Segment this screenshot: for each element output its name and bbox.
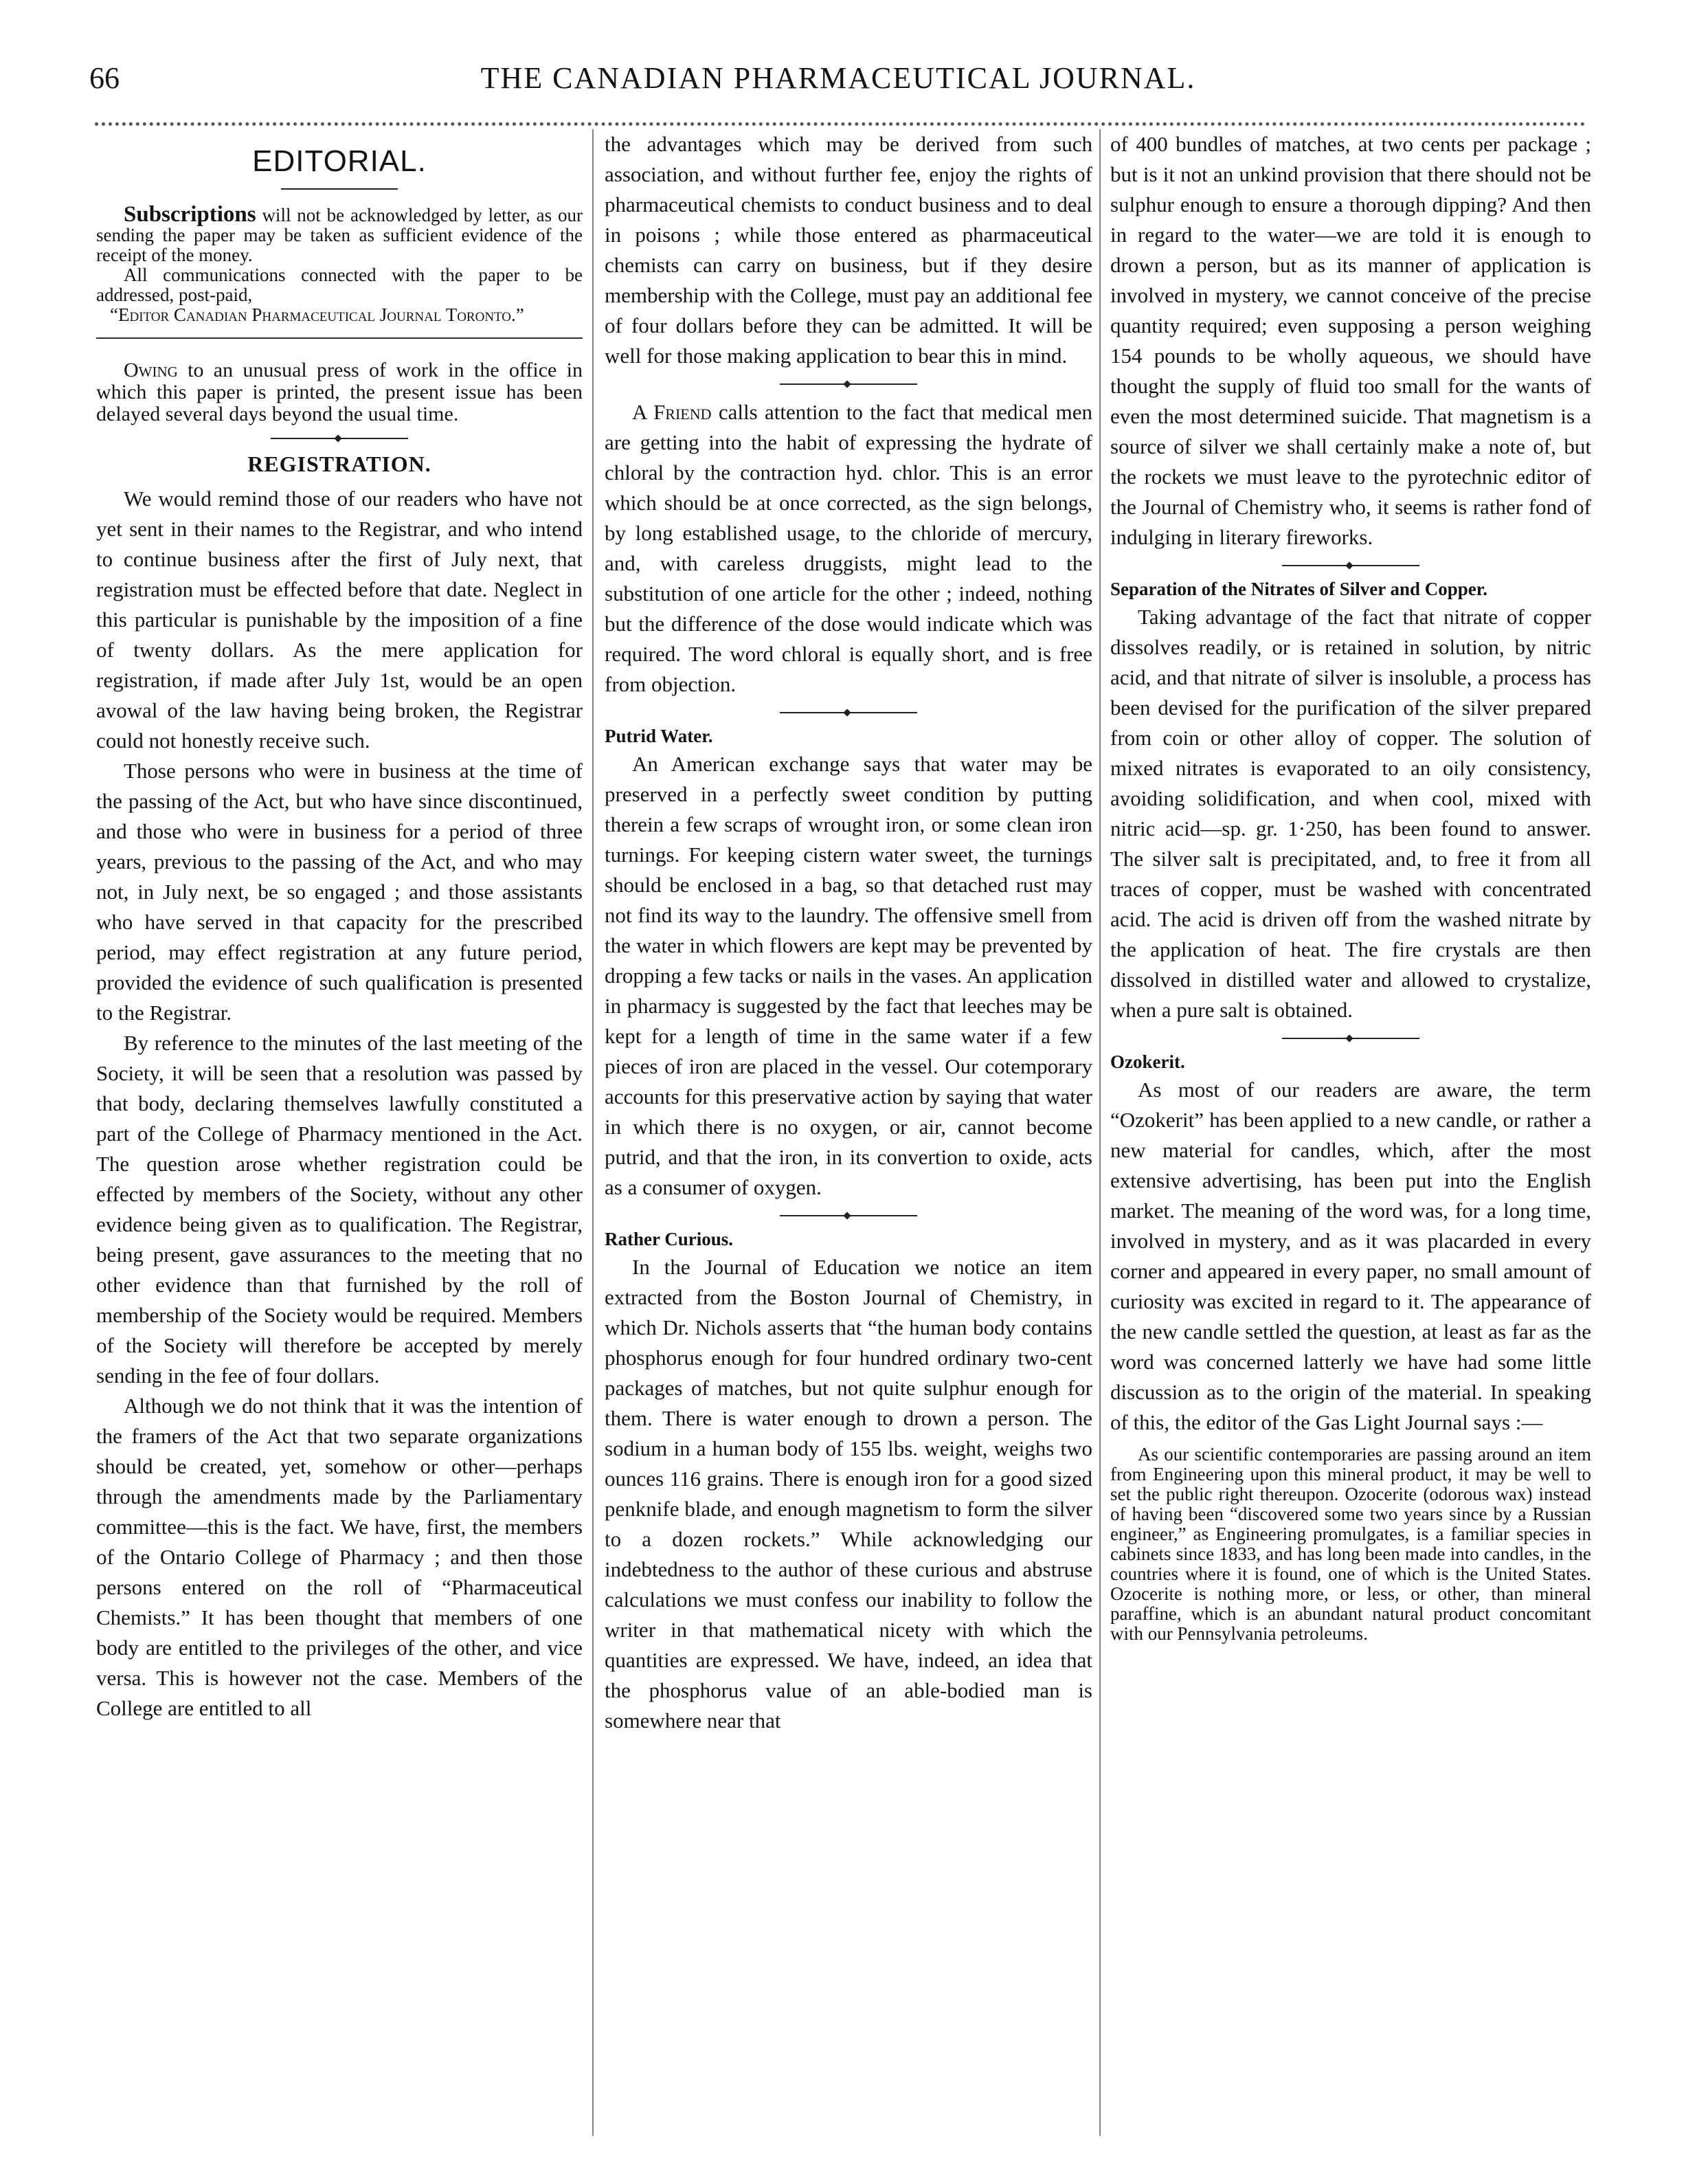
owing-first: Owing (124, 359, 178, 381)
ornament-divider (780, 382, 917, 386)
communications-notice: All communications connected with the paper to be addressed, post-paid, (96, 265, 583, 305)
friend-text: calls attention to the fact that medical men are getting into the habit of expressing the hydrate of chloral by the contraction hyd. chlor. This is an error which should be at once corrected, as the sign belongs, by long established usage, to the chloride of mercury, and, with careless druggists, might lead to the substitution of one article for the other ; indeed, nothing but the difference of the dose would indicate which was required. The word chloral is equally short, and is free from objection. (605, 400, 1092, 696)
journal-title: THE CANADIAN PHARMACEUTICAL JOURNAL. (480, 61, 1196, 95)
rather-curious-paragraph: In the Journal of Education we notice an item extracted from the Boston Journal of Chemistry, in which Dr. Nichols asserts that “the human body contains phosphorus enough for four hundred ordinary two-cent packages of matches, but not quite sulphur enough for them. There is water enough to drown a person. The sodium in a human body of 155 lbs. weight, weighs two ounces 116 grains. There is enough iron for a good sized penknife blade, and enough magnetism to form the silver to a dozen rockets.” While acknowledging our indebtedness to the author of these curious and abstruse calculations we must confess our inability to follow the writer in that mathematical nicety with which the quantities are expressed. We have, indeed, an idea that the phosphorus value of an able-bodied man is somewhere near that (605, 1255, 1092, 1732)
page-number: 66 (89, 61, 120, 95)
ornament-divider (1282, 1036, 1419, 1040)
registration-paragraph: We would remind those of our readers who have not yet sent in their names to the Registrar, and who intend to continue business after the first of July next, that registration must be effected before that date. Neglect in this particular is punishable by the imposition of a fine of twenty dollars. As the mere application for registration, if made after July 1st, would be an open avowal of the law having being broken, the Registrar could not honestly receive such. (96, 487, 583, 753)
column-2 (605, 129, 1092, 2136)
putrid-water-paragraph: An American exchange says that water may be preserved in a perfectly sweet condition by putting therein a few scraps of wrought iron, or some clean iron turnings. For keeping cistern water sweet, the turnings should be enclosed in a bag, so that detached rust may not find its way to the laundry. The offensive smell from the water in which flowers are kept may be prevented by dropping a few tacks or nails in the vases. An application in pharmacy is suggested by the fact that leeches may be kept for a length of time in the same water if a few pieces of iron are placed in the vessel. Our cotemporary accounts for this preservative action by saying that water in which there is no oxygen, or air, cannot become putrid, and that the iron, in its convertion to oxide, acts as a consumer of oxygen. (605, 752, 1092, 1199)
rather-curious-heading: Rather Curious. (605, 1229, 734, 1249)
page-header (89, 60, 1587, 109)
subscriptions-lead: Subscriptions (124, 202, 256, 227)
continued-paragraph: the advantages which may be derived from such association, and without further fee, enjoy the rights of pharmaceutical chemists to conduct business and to deal in poisons ; while those entered as pharmaceutical chemists can carry on business, but if they desire membership with the College, must pay an additional fee of four dollars before they can be admitted. It will be well for those making application to bear this in mind. (605, 132, 1092, 368)
owing-notice (96, 359, 583, 425)
divider (96, 337, 583, 339)
friend-first: A Friend (632, 400, 712, 424)
subscriptions-notice (96, 202, 583, 265)
divider (281, 188, 398, 190)
column-divider (592, 129, 594, 2136)
header-rule (95, 122, 1586, 126)
subscriptions-text: will not be acknowledged by letter, as our sending the paper may be taken as sufficient evidence of the receipt of the money. (96, 205, 583, 265)
ozokerit-heading: Ozokerit. (1110, 1051, 1185, 1072)
ornament-divider (780, 711, 917, 715)
ozokerit-paragraph: As most of our readers are aware, the term “Ozokerit” has been applied to a new candle, or rather a new material for candles, which, after the most extensive advertising, has been put into the English market. The meaning of the word was, for a long time, involved in mystery, and as it was placarded in every corner and appeared in every paper, no small amount of curiosity was excited in regard to it. The appearance of the new candle settled the question, at least as far as the word was concerned latterly we have had some little discussion as to the origin of the material. In speaking of this, the editor of the Gas Light Journal says :— (1110, 1078, 1591, 1434)
editorial-heading: EDITORIAL. (252, 144, 427, 178)
ornament-divider (271, 436, 408, 441)
column-1 (96, 129, 583, 2136)
column-divider (1099, 129, 1101, 2136)
registration-paragraph: By reference to the minutes of the last meeting of the Society, it will be seen that a resolution was passed by that body, declaring themselves lawfully constituted a part of the College of Pharmacy mentioned in the Act. The question arose whether registration could be effected by members of the Society, without any other evidence being given as to qualification. The Registrar, being present, gave assurances to the meeting that no other evidence than that furnished by the roll of membership of the Society would be required. Members of the Society will therefore be accepted by merely sending in the fee of four dollars. (96, 1031, 583, 1388)
continued-paragraph: of 400 bundles of matches, at two cents per package ; but is it not an unkind provision that there should not be sulphur enough to ensure a thorough dipping? And then in regard to the water—we are told it is enough to drown a person, but as its manner of application is involved in mystery, we cannot conceive of the precise quantity required; even supposing a person weighing 154 pounds to be wholly aqueous, we should have thought the supply of fluid too small for the wants of even the most determined suicide. That magnetism is a source of silver we shall certainly make a note of, but the rockets we must leave to the pyrotechnic editor of the Journal of Chemistry who, it seems is rather fond of indulging in literary fireworks. (1110, 132, 1591, 549)
registration-paragraph: Although we do not think that it was the intention of the framers of the Act that two separate organizations should be created, yet, somehow or other—perhaps through the amendments made by the Parliamentary committee—this is the fact. We have, first, the members of the Ontario College of Pharmacy ; and then those persons entered on the roll of “Pharmaceutical Chemists.” It has been thought that members of one body are entitled to the privileges of the other, and vice versa. This is however not the case. Members of the College are entitled to all (96, 1394, 583, 1720)
owing-text: to an unusual press of work in the office in which this paper is printed, the present issue has been delayed several days beyond the usual time. (96, 359, 583, 425)
separation-heading: Separation of the Nitrates of Silver and Copper. (1110, 579, 1487, 599)
ornament-divider (780, 1214, 917, 1218)
registration-paragraph: Those persons who were in business at the time of the passing of the Act, but who have since discontinued, and those who were in business for a period of three years, previous to the passing of the Act, and who may not, in July next, be so engaged ; and those assistants who have served in that capacity for the prescribed period, may effect registration at any future period, provided the evidence of such qualification is presented to the Registrar. (96, 759, 583, 1025)
registration-heading: REGISTRATION. (247, 452, 431, 476)
putrid-water-heading: Putrid Water. (605, 726, 713, 746)
ornament-divider (1282, 564, 1419, 568)
friend-paragraph (605, 397, 1092, 700)
separation-paragraph: Taking advantage of the fact that nitrate of copper dissolves readily, or is retained in solution, by nitric acid, and that nitrate of silver is insoluble, a process has been devised for the purification of the silver prepared from coin or other alloy of copper. The solution of mixed nitrates is evaporated to an oily consistency, avoiding solidification, and when cool, mixed with nitric acid—sp. gr. 1·250, has been found to answer. The silver salt is precipitated, and, to free it from all traces of copper, must be washed with concentrated acid. The acid is driven off from the washed nitrate by the application of heat. The fire crystals are then dissolved in distilled water and allowed to crystalize, when a pure salt is obtained. (1110, 605, 1591, 1022)
column-3 (1110, 129, 1591, 2136)
editor-address: “Editor Canadian Pharmaceutical Journal Toronto.” (110, 304, 524, 325)
quoted-passage: As our scientific contemporaries are passing around an item from Engineering upon this mineral product, it may be well to set the public right thereupon. Ozocerite (odorous wax) instead of having been “discovered some two years since by a Russian engineer,” as Engineering promulgates, is a familiar species in cabinets since 1833, and has long been made into candles, in the countries where it is found, one of which is the United States. Ozocerite is nothing more, or less, or other, than mineral paraffine, which is an abundant natural product concomitant with our Pennsylvania petroleums. (1110, 1444, 1591, 1644)
